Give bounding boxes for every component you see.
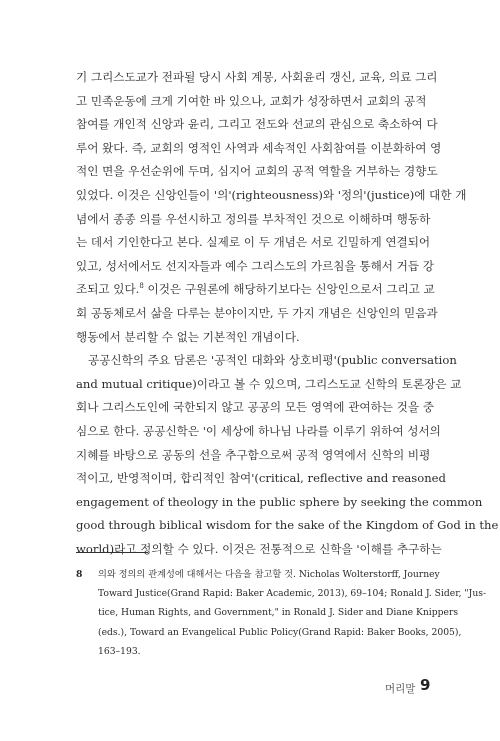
body-line: 심으로 한다. 공공신학은 '이 세상에 하나님 나라를 이루기 위하여 성서의	[76, 423, 441, 438]
footnote-reference: 8	[139, 282, 144, 291]
body-line: 회 공동체로서 삶을 다루는 분야이지만, 두 가지 개념은 신앙인의 믿음과	[76, 305, 438, 320]
body-line-segment: 이것은 구원론에 해당하기보다는 신앙인으로서 그리고 교	[143, 282, 435, 297]
body-line: 적이고, 반영적이며, 합리적인 참여'(critical, reflective and reasoned	[76, 471, 446, 486]
footnote	[76, 565, 487, 661]
body-line: 있었다. 이것은 신앙인들이 '의'(righteousness)와 '정의'(justice)에 대한 개	[76, 187, 467, 202]
footnote-number: 8	[76, 569, 83, 580]
body-line: 참여를 개인적 신앙과 윤리, 그리고 전도와 선교의 관심으로 축소하여 다	[76, 117, 438, 132]
footnote-line: 163–193.	[98, 645, 141, 657]
body-line: good through biblical wisdom for the sake of the Kingdom of God in the	[76, 518, 499, 533]
footnote-divider	[76, 552, 148, 553]
body-line: 회나 그리스도인에 국한되지 않고 공공의 모든 영역에 관여하는 것을 중	[76, 400, 434, 415]
page-number: 9	[420, 676, 431, 694]
body-line: 루어 왔다. 즉, 교회의 영적인 사역과 세속적인 사회참여를 이분화하여 영	[76, 140, 442, 155]
body-line: 지혜를 바탕으로 공동의 선을 추구함으로써 공적 영역에서 신학의 비평	[76, 447, 431, 462]
running-head: 머리말	[385, 683, 416, 695]
body-line: 적인 면을 우선순위에 두며, 심지어 교회의 공적 역할을 거부하는 경향도	[76, 164, 438, 179]
footnote-text: 의와 정의의 관계성에 대해서는 다음을 참고할 것. Nicholas Wolterstorff, Journey	[98, 569, 440, 580]
body-line: 있고, 성서에서도 선지자들과 예수 그리스도의 가르침을 통해서 거듭 강	[76, 258, 434, 273]
body-line-segment: 조되고 있다.	[76, 282, 140, 297]
body-line: 념에서 종종 의를 우선시하고 정의를 부차적인 것으로 이해하며 행동하	[76, 211, 431, 226]
body-line: 행동에서 분리할 수 없는 기본적인 개념이다.	[76, 329, 300, 344]
paragraph-first-line: 공공신학의 주요 담론은 '공적인 대화와 상호비평'(public conversation	[88, 353, 457, 368]
footnote-first-line	[76, 565, 440, 584]
footnote-line: tice, Human Rights, and Government," in Ronald J. Sider and Diane Knippers	[98, 607, 459, 619]
body-line-with-footnote-ref	[76, 278, 435, 302]
footnote-line: (eds.), Toward an Evangelical Public Policy(Grand Rapid: Baker Books, 2005),	[98, 626, 462, 638]
body-text	[76, 66, 499, 561]
footnote-line: Toward Justice(Grand Rapid: Baker Academic, 2013), 69–104; Ronald J. Sider, "Jus-	[98, 588, 487, 600]
body-line: 는 데서 기인한다고 본다. 실제로 이 두 개념은 서로 긴밀하게 연결되어	[76, 235, 431, 250]
body-line: world)라고 정의할 수 있다. 이것은 전통적으로 신학을 '이해를 추구하는	[76, 541, 442, 556]
body-line: 고 민족운동에 크게 기여한 바 있으나, 교회가 성장하면서 교회의 공적	[76, 93, 427, 108]
body-line: and mutual critique)이라고 볼 수 있으며, 그리스도교 신학의 토론장은 교	[76, 376, 462, 391]
body-line: 기 그리스도교가 전파될 당시 사회 계몽, 사회윤리 갱신, 교육, 의료 그리	[76, 70, 438, 84]
body-line: engagement of theology in the public sphere by seeking the common	[76, 494, 483, 509]
